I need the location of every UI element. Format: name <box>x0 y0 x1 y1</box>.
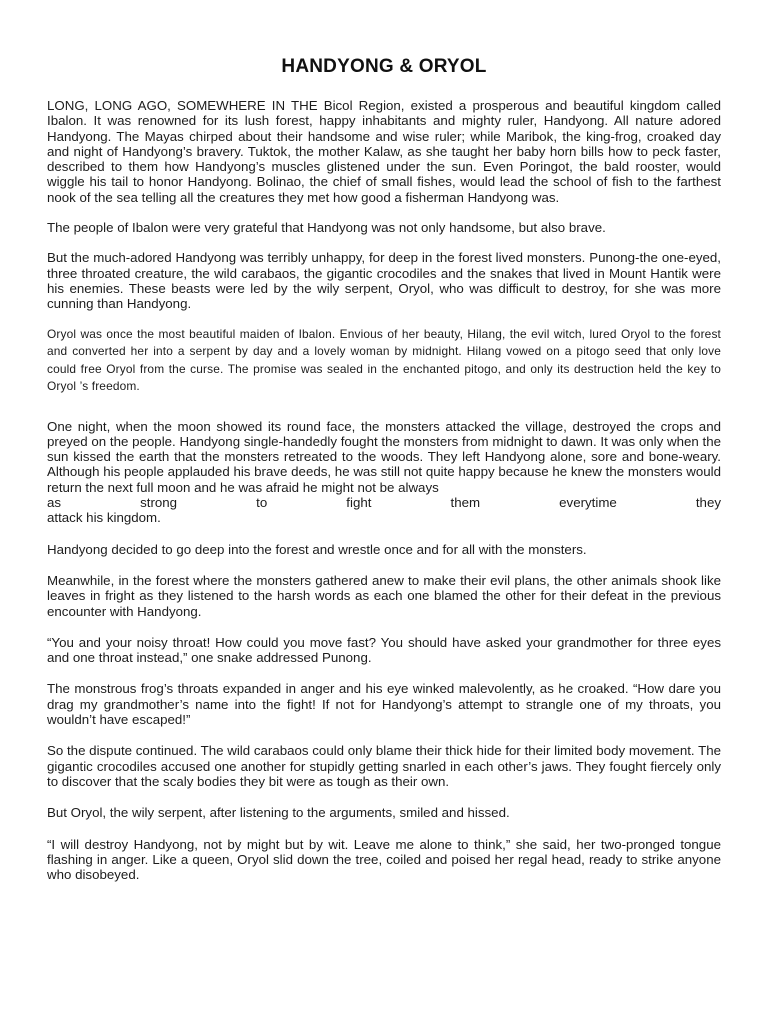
document-page <box>47 0 721 882</box>
paragraph-night-attack-body: One night, when the moon showed its round face, the monsters attacked the village, destroyed the crops and preyed on the people. Handyong single-handedly fought the monsters from midnight to dawn. It was only when the sun kissed the earth that the monsters retreated to the woods. They left Handyong alone, sore and bone-weary. Although his people applauded his brave deeds, he was still not quite happy because he knew the monsters would return the next full moon and he was afraid he might not be always <box>47 418 721 495</box>
paragraph-monsters: But the much-adored Handyong was terribly unhappy, for deep in the forest lived monsters. Punong-the one-eyed, three throated creature, the wild carabaos, the gigantic crocodiles and the snakes that lived in Mount Hantik were his enemies. These beasts were led by the wily serpent, Oryol, who was difficult to destroy, for she was more cunning than Handyong. <box>47 250 721 312</box>
paragraph-night-attack-end: attack his kingdom. <box>47 510 161 526</box>
paragraph-oryol-quote: “I will destroy Handyong, not by might but by wit. Leave me alone to think,” she said, her two-pronged tongue flashing in anger. Like a queen, Oryol slid down the tree, coiled and poised her regal head, ready to strike anyone who disobeyed. <box>47 836 721 883</box>
paragraph-night-attack-spaced-line: as strong to fight them everytime they <box>47 495 721 511</box>
document-title: HANDYONG & ORYOL <box>281 56 487 77</box>
paragraph-dispute: So the dispute continued. The wild carabaos could only blame their thick hide for their limited body movement. The gigantic crocodiles accused one another for stupidly getting snarled in each other’s jaws. They fought fiercely only to discover that the scaly bodies they bit were as tough as their own. <box>47 743 721 789</box>
paragraph-intro: LONG, LONG AGO, SOMEWHERE IN THE Bicol Region, existed a prosperous and beautiful kingdom called Ibalon. It was renowned for its lush forest, happy inhabitants and mighty ruler, Handyong. All nature adored Handyong. The Mayas chirped about their handsome and wise ruler; while Maribok, the king-frog, croaked day and night of Handyong’s bravery. Tuktok, the mother Kalaw, as she taught her baby horn bills how to peck faster, described to them how Handyong’s muscles glistened under the sun. Even Poringot, the bald rooster, would wiggle his tail to honor Handyong. Bolinao, the chief of small fishes, would lead the school of fish to the farthest nook of the sea telling all the creatures they met how good a fisherman Handyong was. <box>47 98 721 205</box>
paragraph-grateful-people: The people of Ibalon were very grateful that Handyong was not only handsome, but also brave. <box>47 220 606 236</box>
paragraph-oryol-smiles: But Oryol, the wily serpent, after listening to the arguments, smiled and hissed. <box>47 805 510 821</box>
paragraph-oryol-curse: Oryol was once the most beautiful maiden of Ibalon. Envious of her beauty, Hilang, the evil witch, lured Oryol to the forest and converted her into a serpent by day and a lovely woman by midnight. Hilang vowed on a pitogo seed that only love could free Oryol from the curse. The promise was sealed in the enchanted pitogo, and only its destruction held the key to Oryol ’s freedom. <box>47 326 721 394</box>
paragraph-forest-gathering: Meanwhile, in the forest where the monsters gathered anew to make their evil plans, the other animals shook like leaves in fright as they listened to the harsh words as each one blamed the other for their defeat in the previous encounter with Handyong. <box>47 572 721 619</box>
paragraph-snake-quote: “You and your noisy throat! How could you move fast? You should have asked your grandmother for three eyes and one throat instead,” one snake addressed Punong. <box>47 634 721 666</box>
paragraph-handyong-decides: Handyong decided to go deep into the forest and wrestle once and for all with the monsters. <box>47 541 587 557</box>
paragraph-night-attack <box>47 419 721 526</box>
paragraph-frog-quote: The monstrous frog’s throats expanded in anger and his eye winked malevolently, as he croaked. “How dare you drag my grandmother’s name into the fight! If not for Handyong’s attempt to strangle one of my throats, you wouldn’t have escaped!” <box>47 681 721 728</box>
